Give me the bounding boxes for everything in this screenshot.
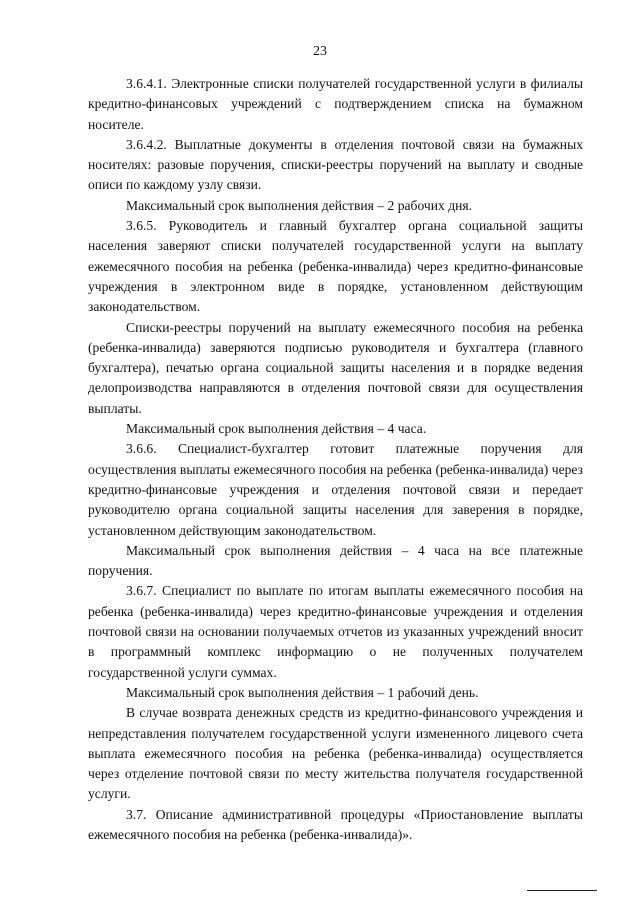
- paragraph-3-7: 3.7. Описание административной процедуры «Приостановление выплаты ежемесячного пособия на ребенка (ребенка-инвалида)».: [88, 806, 583, 842]
- paragraph-deadline-1-day: Максимальный срок выполнения действия – 1 рабочий день.: [126, 684, 479, 700]
- paragraph-3-6-5: 3.6.5. Руководитель и главный бухгалтер органа социальной защиты населения заверяют списки получателей государственной услуги на выплату ежемесячного пособия на ребенка (ребенка-инвалида) через кредитно-финансовые учреждения в электронном виде в порядке, установленном действующим законодательством.: [88, 218, 583, 315]
- page-number: 23: [313, 44, 327, 59]
- paragraph-deadline-4-hours-orders: Максимальный срок выполнения действия – 4 часа на все платежные поручения.: [88, 542, 583, 579]
- paragraph-3-6-4-2: 3.6.4.2. Выплатные документы в отделения почтовой связи на бумажных носителях: разовые поручения, списки-реестры поручений на выплату и сводные описи по каждому узлу связи.: [88, 136, 583, 193]
- paragraph-deadline-2-days: Максимальный срок выполнения действия – 2 рабочих дня.: [126, 197, 473, 213]
- paragraph-3-6-7: 3.6.7. Специалист по выплате по итогам выплаты ежемесячного пособия на ребенка (ребенка-инвалида) через кредитно-финансовые учреждения и отделения почтовой связи на основании получаемых отчетов из указанных учреждений вносит в программный комплекс информацию о не полученных получателем государственной услуги суммах.: [88, 583, 583, 680]
- paragraph-deadline-4-hours: Максимальный срок выполнения действия – 4 часа.: [126, 421, 427, 437]
- paragraph-3-6-6: 3.6.6. Специалист-бухгалтер готовит платежные поручения для осуществления выплаты ежемесячного пособия на ребенка (ребенка-инвалида) через кредитно-финансовые учреждения и отделения почтовой связи и передает руководителю органа социальной защиты населения для заверения в порядке, установленном действующим законодательством.: [88, 441, 583, 538]
- document-body: [88, 74, 583, 845]
- footer-divider: [527, 890, 597, 891]
- paragraph-3-6-4-1: 3.6.4.1. Электронные списки получателей государственной услуги в филиалы кредитно-финансовых учреждений с подтверждением списка на бумажном носителе.: [88, 76, 583, 132]
- paragraph-refund-case: В случае возврата денежных средств из кредитно-финансового учреждения и непредставления получателем государственной услуги измененного лицевого счета выплата ежемесячного пособия на ребенка (ребенка-инвалида) осуществляется через отделение почтовой связи по месту жительства получателя государственной услуги.: [88, 705, 583, 802]
- paragraph-registries: Списки-реестры поручений на выплату ежемесячного пособия на ребенка (ребенка-инвалида) заверяются подписью руководителя и бухгалтера (главного бухгалтера), печатью органа социальной защиты населения и в порядке ведения делопроизводства направляются в отделения почтовой связи для осуществления выплаты.: [88, 319, 583, 416]
